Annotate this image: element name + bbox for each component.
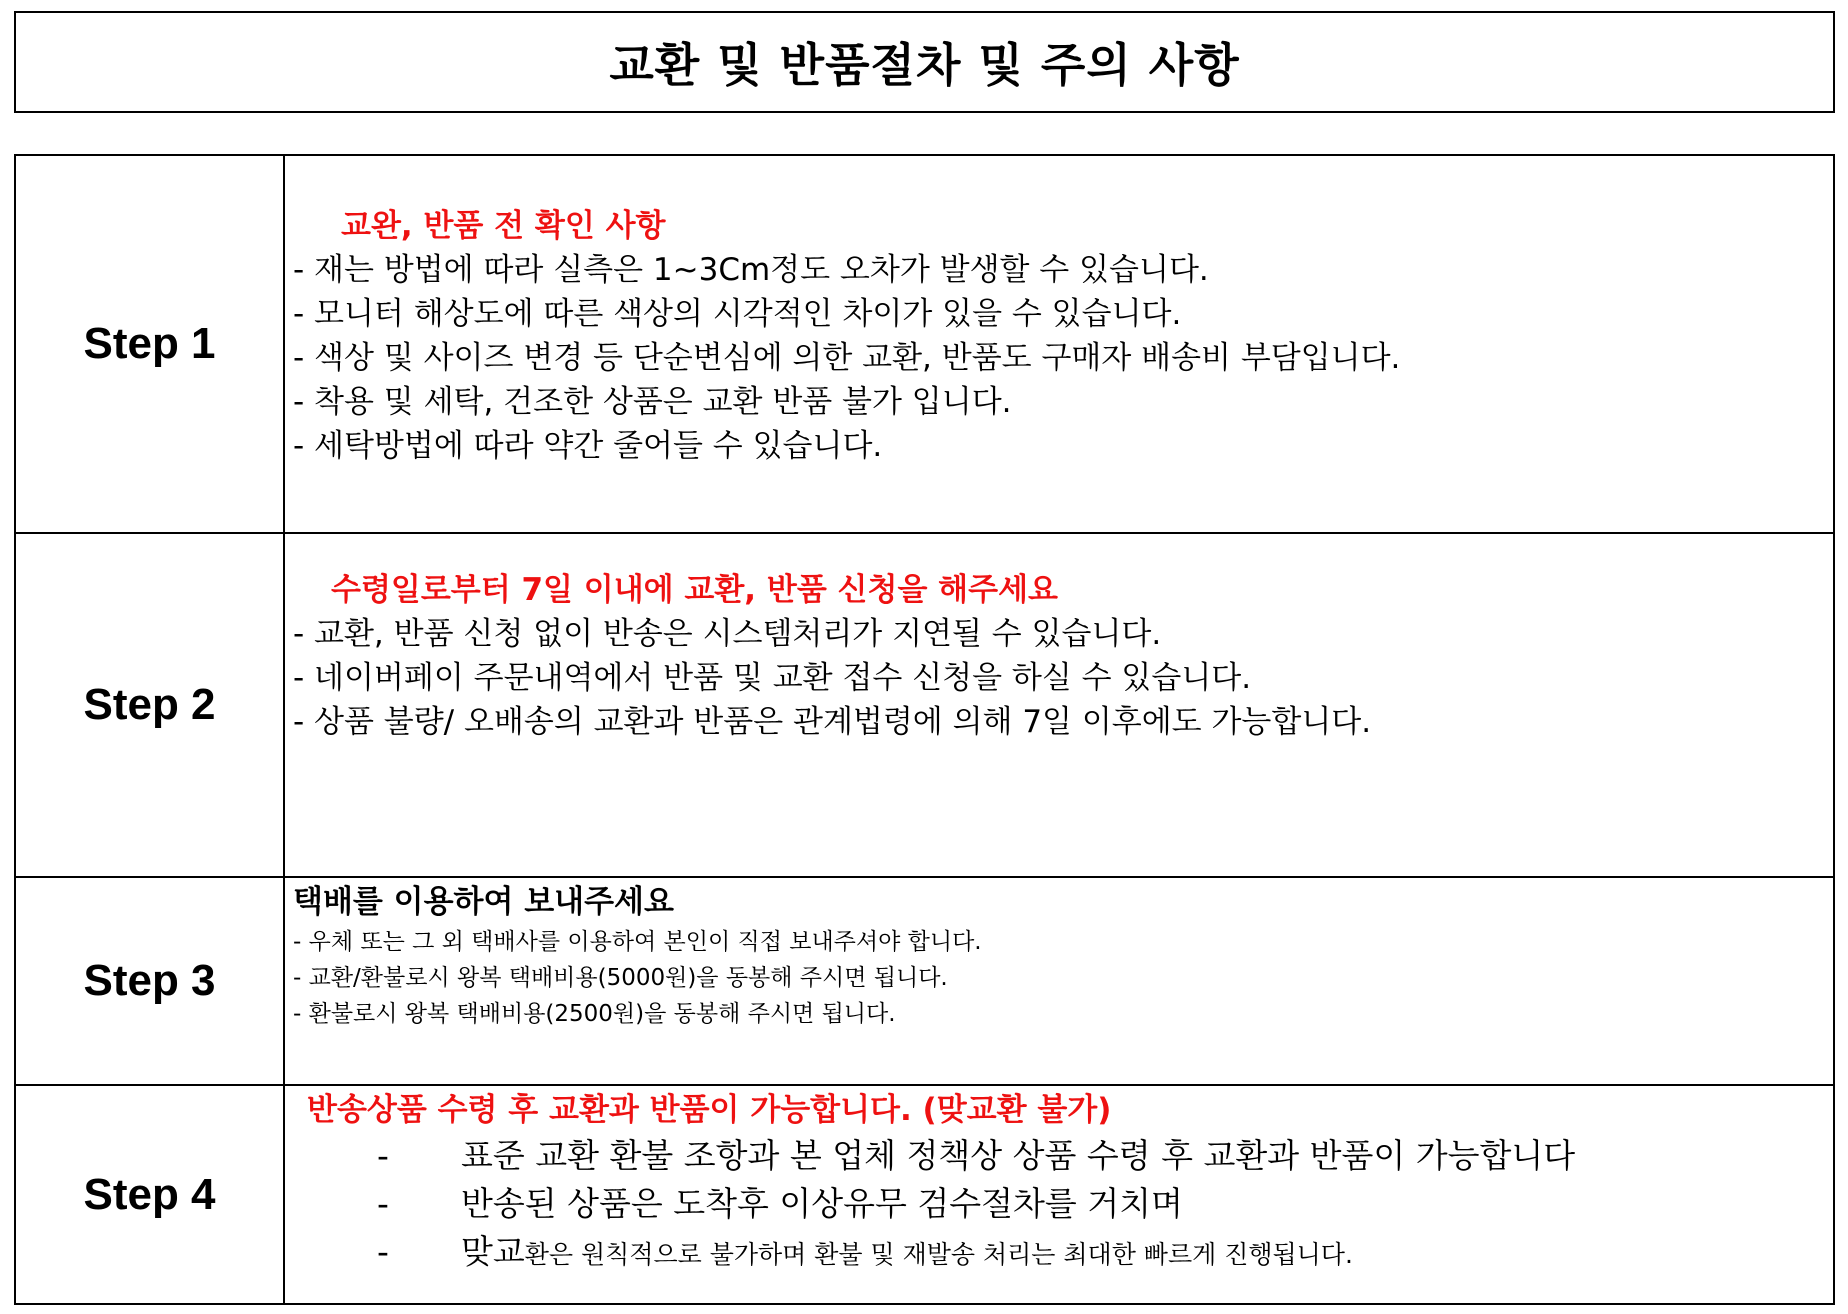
page-title: 교환 및 반품절차 및 주의 사항 <box>609 38 1240 92</box>
step-item: - 재는 방법에 따라 실측은 1~3Cm정도 오차가 발생할 수 있습니다. <box>293 252 1209 288</box>
step-item: - 환불로시 왕복 택배비용(2500원)을 동봉해 주시면 됩니다. <box>293 1001 896 1027</box>
steps-table <box>14 154 1835 1305</box>
bullet-dash: - <box>377 1232 389 1271</box>
step-label-cell <box>16 156 285 532</box>
step-item <box>293 1180 1833 1228</box>
step-item: - 모니터 해상도에 따른 색상의 시각적인 차이가 있을 수 있습니다. <box>293 296 1182 332</box>
step-content <box>285 878 1833 1084</box>
step-item: - 네이버페이 주문내역에서 반품 및 교환 접수 신청을 하실 수 있습니다. <box>293 660 1252 696</box>
step-item-prefix-large: 맞교 <box>461 1232 525 1271</box>
step-item: - 교환/환불로시 왕복 택배비용(5000원)을 동봉해 주시면 됩니다. <box>293 965 948 991</box>
step-item: - 세탁방법에 따라 약간 줄어들 수 있습니다. <box>293 428 883 464</box>
step-content <box>285 156 1833 532</box>
step-item: - 색상 및 사이즈 변경 등 단순변심에 의한 교환, 반품도 구매자 배송비 부담입니다. <box>293 340 1401 376</box>
step-heading: 반송상품 수령 후 교환과 반품이 가능합니다. (맞교환 불가) <box>307 1092 1112 1128</box>
step-label-cell <box>16 1086 285 1303</box>
step-item <box>293 1228 1833 1279</box>
step-row-4 <box>16 1084 1833 1303</box>
step-content <box>285 534 1833 876</box>
step-heading: 수령일로부터 7일 이내에 교환, 반품 신청을 해주세요 <box>331 572 1058 608</box>
step-item: - 착용 및 세탁, 건조한 상품은 교환 반품 불가 입니다. <box>293 384 1012 420</box>
bullet-dash: - <box>377 1184 389 1223</box>
step-item: - 교환, 반품 신청 없이 반송은 시스템처리가 지연될 수 있습니다. <box>293 616 1162 652</box>
step-item-prefix-small: 환은 <box>524 1240 582 1269</box>
step-heading: 교완, 반품 전 확인 사항 <box>341 208 666 244</box>
step-label-cell <box>16 534 285 876</box>
bullet-dash: - <box>377 1136 389 1175</box>
step-item: - 우체 또는 그 외 택배사를 이용하여 본인이 직접 보내주셔야 합니다. <box>293 929 982 955</box>
step-content <box>285 1086 1833 1303</box>
step-label: Step 4 <box>83 1169 216 1219</box>
step-item-text: 원칙적으로 불가하며 환불 및 재발송 처리는 최대한 빠르게 진행됩니다. <box>581 1240 1353 1269</box>
step-heading: 택배를 이용하여 보내주세요 <box>293 884 674 920</box>
step-label: Step 2 <box>83 680 216 729</box>
step-label-cell <box>16 878 285 1084</box>
step-item: - 상품 불량/ 오배송의 교환과 반품은 관계법령에 의해 7일 이후에도 가능합니다. <box>293 704 1372 740</box>
step-row-1 <box>16 156 1833 532</box>
step-row-3 <box>16 876 1833 1084</box>
step-label: Step 3 <box>83 956 216 1005</box>
title-box <box>14 11 1835 113</box>
step-item-text: 반송된 상품은 도착후 이상유무 검수절차를 거치며 <box>461 1184 1183 1223</box>
step-label: Step 1 <box>83 319 216 368</box>
step-item <box>293 1132 1833 1180</box>
step-item-text: 표준 교환 환불 조항과 본 업체 정책상 상품 수령 후 교환과 반품이 가능합니다 <box>461 1136 1576 1175</box>
step-row-2 <box>16 532 1833 876</box>
